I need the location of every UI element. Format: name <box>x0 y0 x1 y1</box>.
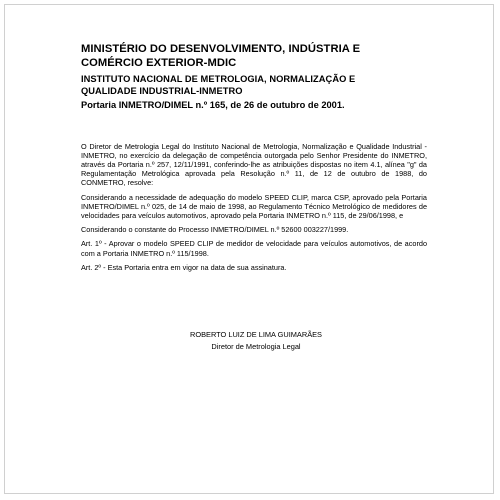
institute-line-1: INSTITUTO NACIONAL DE METROLOGIA, NORMALIZAÇÃO E <box>81 74 356 84</box>
paragraph-considerando-2: Considerando o constante do Processo INMETRO/DIMEL n.º 52600 003227/1999. <box>81 225 349 235</box>
paragraph-article-2: Art. 2º - Esta Portaria entra em vigor na data de sua assinatura. <box>81 262 287 272</box>
signatory-name: ROBERTO LUIZ DE LIMA GUIMARÃES <box>190 329 322 339</box>
document-body <box>81 142 427 272</box>
paragraph-article-1: Art. 1º - Aprovar o modelo SPEED CLIP de medidor de velocidade para veículos automotivos, de acordo com a Portaria INMETRO n.º 115/1998. <box>81 239 427 258</box>
paragraph-considerando-1: Considerando a necessidade de adequação do modelo SPEED CLIP, marca CSP, aprovado pela Portaria INMETRO/DIMEL n.º 025, de 14 de maio de 1998, ao Regulamento Técnico Metrológico de medidores de velocidades para veículos automotivos, aprovado pela Portaria INMETRO n.º 115, de 29/06/1998, e <box>81 192 427 220</box>
signature-block <box>111 330 401 352</box>
signatory-title: Diretor de Metrologia Legal <box>211 342 301 352</box>
ministry-line-2: COMÉRCIO EXTERIOR-MDIC <box>81 56 237 69</box>
document-page <box>4 4 494 494</box>
institute-line-2: QUALIDADE INDUSTRIAL-INMETRO <box>81 85 243 96</box>
ministry-heading <box>81 43 427 70</box>
portaria-title: Portaria INMETRO/DIMEL n.º 165, de 26 de outubro de 2001. <box>81 100 345 110</box>
paragraph-preamble: O Diretor de Metrologia Legal do Instituto Nacional de Metrologia, Normalização e Qualidade Industrial - INMETRO, no exercício da delegação de competência outorgada pelo Senhor Presidente do INMETRO, através da Portaria n.º 257, 12/11/1991, conferindo-lhe as atribuições dispostas no item 4.1, alínea "g" da Regulamentação Metrológica aprovada pela Resolução n.º 11, de 12 de outubro de 1988, do CONMETRO, resolve: <box>81 141 427 188</box>
institute-heading <box>81 74 427 97</box>
document-content <box>81 43 427 352</box>
ministry-line-1: MINISTÉRIO DO DESENVOLVIMENTO, INDÚSTRIA E <box>81 43 361 55</box>
